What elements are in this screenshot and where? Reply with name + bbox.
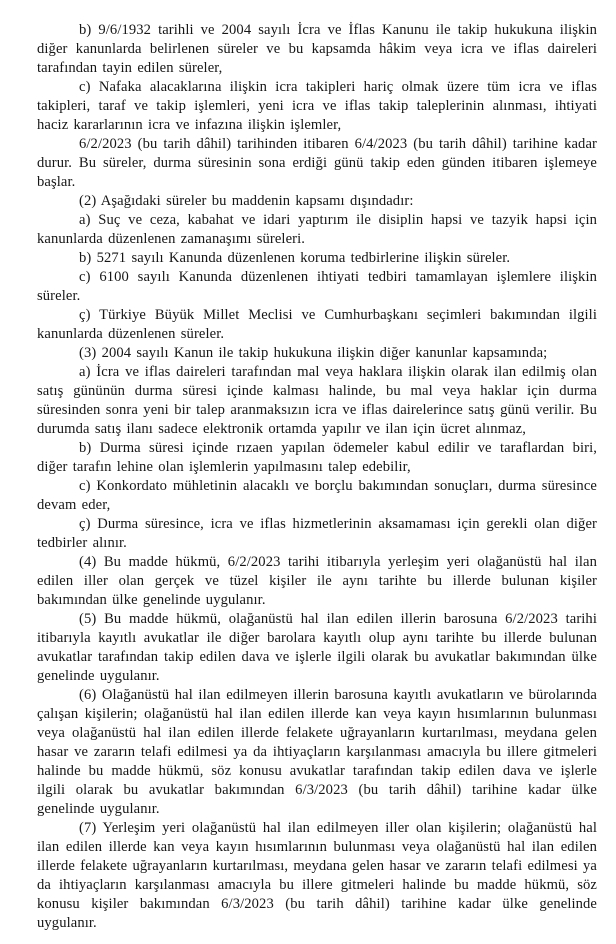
paragraph-15: (5) Bu madde hükmü, olağanüstü hal ilan edilen illerin barosuna 6/2/2023 tarihi itibarıyla kayıtlı avukatlar ile diğer barolara kayıtlı olup aynı tarihte bu illerde bulunan avukatlar tarafından takip edilen dava ve işlerle ilgili olarak bu avukatlar bakımından ülke genelinde uygulanır. (37, 611, 597, 684)
paragraph-14: (4) Bu madde hükmü, 6/2/2023 tarihi itibarıyla yerleşim yeri olağanüstü hal ilan edilen iller olan gerçek ve tüzel kişiler ile aynı tarihte bu illerde bulunan kişiler bakımından ülke genelinde uygulanır. (37, 554, 597, 608)
paragraph-10: a) İcra ve iflas daireleri tarafından mal veya haklara ilişkin olarak ilan edilmiş olan satış gününün durma süresi içinde kalması halinde, bu mal veya haklar için durma süresinden sonra yeni bir talep aranmaksızın icra ve iflas dairelerince satış günü verilir. Bu durumda satış ilanı sadece elektronik ortamda yapılır ve ilan için ücret alınmaz, (37, 364, 597, 437)
paragraph-12: c) Konkordato mühletinin alacaklı ve borçlu bakımından sonuçları, durma süresince devam eder, (37, 478, 597, 513)
paragraph-11: b) Durma süresi içinde rızaen yapılan ödemeler kabul edilir ve taraflardan biri, diğer tarafın lehine olan işlemlerin yapılmasını talep edebilir, (37, 440, 597, 475)
paragraph-04: (2) Aşağıdaki süreler bu maddenin kapsamı dışındadır: (79, 193, 414, 209)
paragraph-02: c) Nafaka alacaklarına ilişkin icra takipleri hariç olmak üzere tüm icra ve iflas takipleri, taraf ve takip işlemleri, yeni icra ve iflas takip taleplerinin alınması, ihtiyati haciz kararlarının icra ve infazına ilişkin işlemler, (37, 79, 597, 133)
paragraph-03: 6/2/2023 (bu tarih dâhil) tarihinden itibaren 6/4/2023 (bu tarih dâhil) tarihine kadar durur. Bu süreler, durma süresinin sona erdiği günü takip eden günden itibaren işlemeye başlar. (37, 136, 597, 190)
paragraph-06: b) 5271 sayılı Kanunda düzenlenen koruma tedbirlerine ilişkin süreler. (79, 250, 511, 266)
paragraph-17: (7) Yerleşim yeri olağanüstü hal ilan edilmeyen iller olan kişilerin; olağanüstü hal ilan edilen illerde kan veya kayın hısımlarının bulunması veya olağanüstü hal ilan edilen illerde felakete uğrayanların kurtarılması, meydana gelen hasar ve zararın telafi edilmesi ya da ihtiyaçların karşılanması amacıyla bu illere gitmeleri halinde bu madde hükmü, söz konusu kişiler bakımından 6/3/2023 (bu tarih dâhil) tarihine kadar ülke genelinde uygulanır. (37, 820, 597, 931)
paragraph-13: ç) Durma süresince, icra ve iflas hizmetlerinin aksamaması için gerekli olan diğer tedbirler alınır. (37, 516, 597, 551)
paragraph-16: (6) Olağanüstü hal ilan edilmeyen illerin barosuna kayıtlı avukatların ve bürolarında çalışan kişilerin; olağanüstü hal ilan edilen illerde kan veya kayın hısımlarının bulunması veya olağanüstü hal ilan edilen illerde felakete uğrayanların kurtarılması, meydana gelen hasar ve zararın telafi edilmesi ya da ihtiyaçların karşılanması amacıyla bu illere gitmeleri halinde bu madde hükmü, söz konusu avukatlar tarafından takip edilen dava ve işlerle ilgili olarak bu avukatlar bakımından 6/3/2023 (bu tarih dâhil) tarihine kadar ülke genelinde uygulanır. (37, 687, 597, 817)
paragraph-08: ç) Türkiye Büyük Millet Meclisi ve Cumhurbaşkanı seçimleri bakımından ilgili kanunlarda düzenlenen süreler. (37, 307, 597, 342)
paragraph-01: b) 9/6/1932 tarihli ve 2004 sayılı İcra ve İflas Kanunu ile takip hukukuna ilişkin diğer kanunlarda belirlenen süreler ve bu kapsamda hâkim veya icra ve iflas daireleri tarafından tayin edilen süreler, (37, 22, 597, 76)
paragraph-05: a) Suç ve ceza, kabahat ve idari yaptırım ile disiplin hapsi ve tazyik hapsi için kanunlarda düzenlenen zamanaşımı süreleri. (37, 212, 597, 247)
paragraph-09: (3) 2004 sayılı Kanun ile takip hukukuna ilişkin diğer kanunlar kapsamında; (79, 345, 548, 361)
paragraph-07: c) 6100 sayılı Kanunda düzenlenen ihtiyati tedbiri tamamlayan işlemlere ilişkin süreler. (37, 269, 597, 304)
